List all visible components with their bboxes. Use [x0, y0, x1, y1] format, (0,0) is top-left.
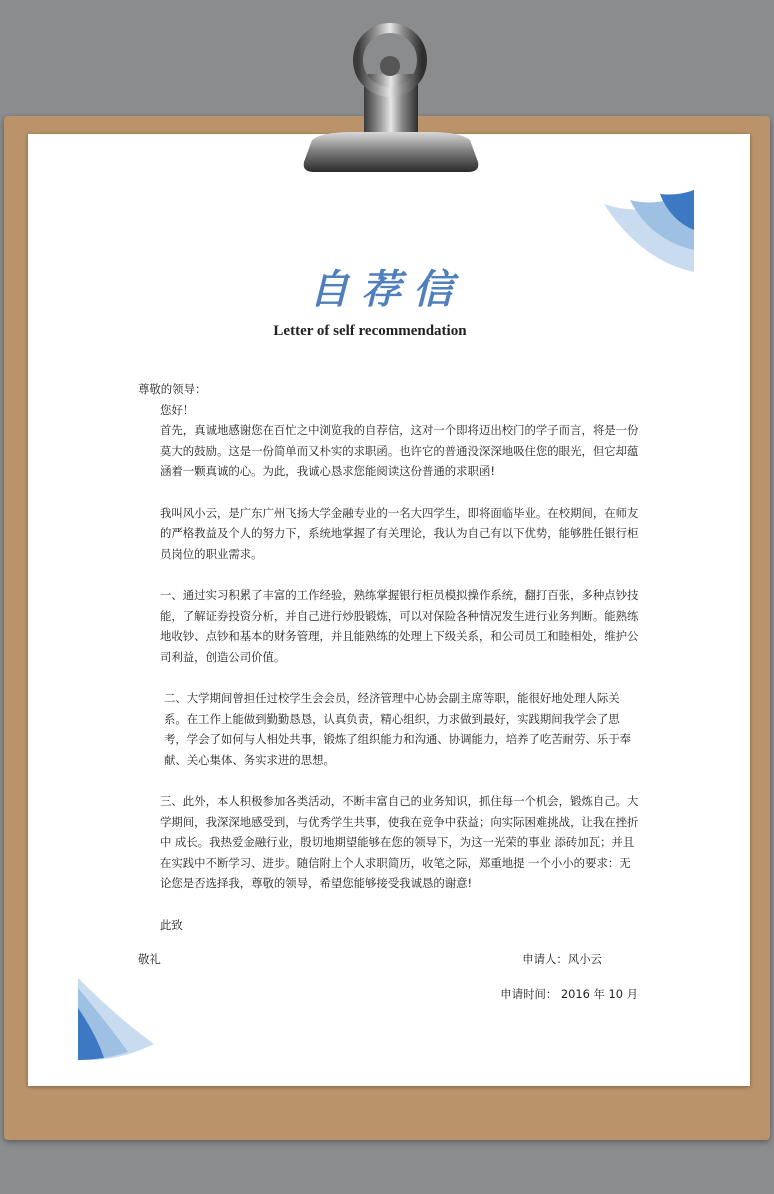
letter-body [138, 379, 640, 1004]
letter-subtitle: Letter of self recommendation [273, 323, 467, 339]
paragraph-intro: 首先，真诚地感谢您在百忙之中浏览我的自荐信，这对一个即将迈出校门的学子而言，将是一份莫大的鼓励。这是一份简单而又朴实的求职函。也许它的普通没深深地吸住您的眼光，但它却蕴涵着一颗真诚的心。为此，我诚心恳求您能阅读这份普通的求职函! [160, 423, 639, 478]
binder-clip-icon [292, 22, 488, 174]
closing-1: 此致 [160, 917, 183, 932]
salutation: 尊敬的领导： [138, 382, 207, 396]
signature-row [138, 949, 640, 970]
paragraph-point-3: 三、此外，本人积极参加各类活动，不断丰富自己的业务知识，抓住每一个机会，锻炼自己。大学期间，我深深地感受到，与优秀学生共事，使我在竞争中获益；向实际困难挑战，让我在挫折中 成长。我热爱金融行业，殷切地期望能够在您的领导下，为这一光荣的事业 添砖加瓦；并且在实践中不断学习、进步。随信附上个人求职简历，收笔之际，郑重地提 一个小小的要求：无论您是否选择我，尊敬的领导，希望您能够接受我诚恳的谢意! [160, 794, 639, 890]
letter-title: 自荐信 [309, 266, 465, 313]
closing-2: 敬礼 [138, 952, 161, 966]
paragraph-self-intro: 我叫风小云，是广东广州飞扬大学金融专业的一名大四学生，即将面临毕业。在校期间，在师友的严格教益及个人的努力下，系统地掌握了有关理论，我认为自己有以下优势，能够胜任银行柜员岗位的职业需求。 [160, 505, 639, 561]
paragraph-point-1: 一、通过实习积累了丰富的工作经验，熟练掌握银行柜员模拟操作系统，翻打百张，多种点钞技能，了解证券投资分析，并自己进行炒股锻炼，可以对保险各种情况发生进行业务判断。能熟练地收钞、点钞和基本的财务管理，并且能熟练的处理上下级关系，和公司员工和睦相处，维护公司利益，创造公司价值。 [160, 588, 639, 664]
application-date: 申请时间： 2016 年 10 月 [500, 986, 638, 1001]
greeting: 您好！ [160, 402, 195, 417]
applicant-name: 申请人：风小云 [522, 952, 602, 966]
paragraph-point-2: 二、大学期间曾担任过校学生会会员，经济管理中心协会副主席等职，能很好地处理人际关系。在工作上能做到勤勤恳恳，认真负责，精心组织，力求做到最好，实践期间我学会了思考，学会了如何与人相处共事，锻炼了组织能力和沟通、协调能力，培养了吃苦耐劳、乐于奉献、关心集体、务实求进的思想。 [164, 691, 632, 767]
